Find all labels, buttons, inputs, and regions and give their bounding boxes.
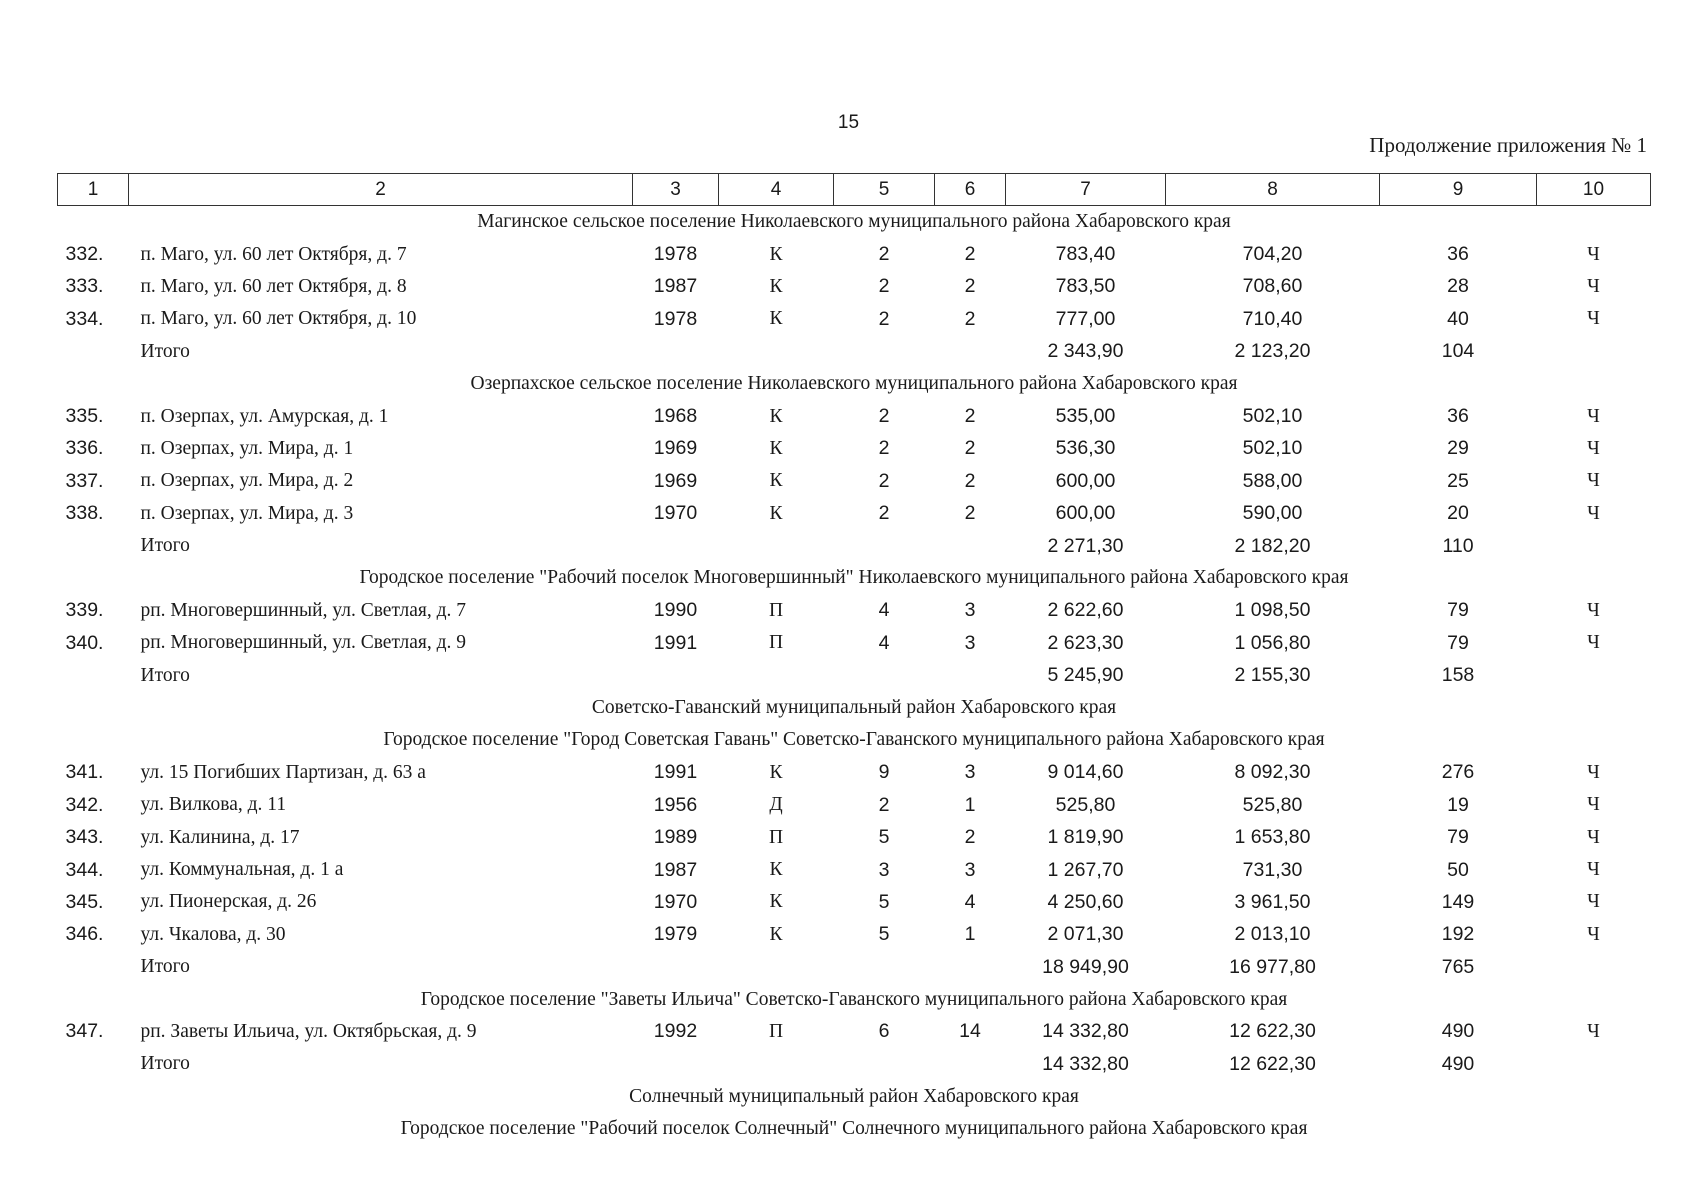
table-row — [58, 303, 1651, 335]
wall-material: К — [769, 923, 783, 945]
table-row — [58, 238, 1651, 270]
address: п. Озерпах, ул. Мира, д. 1 — [140, 437, 354, 459]
empty-cell — [1537, 336, 1651, 368]
total-row — [58, 336, 1651, 368]
empty-cell — [719, 530, 834, 562]
year-built: 1969 — [653, 469, 698, 492]
empty-cell — [935, 336, 1006, 368]
floors: 2 — [878, 469, 890, 492]
entrances: 14 — [959, 1020, 981, 1043]
empty-cell — [719, 659, 834, 691]
total-label: Итого — [140, 664, 190, 686]
empty-cell — [633, 1048, 719, 1080]
table-row — [58, 821, 1651, 853]
section-heading-row — [58, 206, 1651, 239]
ownership: Ч — [1587, 243, 1600, 265]
address: ул. Вилкова, д. 11 — [140, 794, 287, 816]
empty-cell — [633, 336, 719, 368]
row-number: 339. — [65, 599, 104, 622]
residents: 25 — [1447, 469, 1469, 492]
floors: 3 — [878, 858, 890, 881]
floors: 2 — [878, 502, 890, 525]
total-area: 777,00 — [1055, 307, 1116, 330]
residents: 19 — [1447, 793, 1469, 816]
living-area-sum: 16 977,80 — [1229, 955, 1316, 978]
address: ул. Пионерская, д. 26 — [140, 891, 317, 913]
year-built: 1978 — [653, 243, 698, 266]
empty-cell — [633, 659, 719, 691]
section-heading: Городское поселение "Город Советская Гавань" Советско-Гаванского муниципального района Хабаровского края — [383, 729, 1325, 751]
section-heading-row — [58, 1113, 1651, 1145]
total-area-sum: 2 271,30 — [1047, 534, 1124, 557]
entrances: 3 — [964, 631, 976, 654]
entrances: 3 — [964, 761, 976, 784]
ownership: Ч — [1587, 632, 1600, 654]
section-heading-row — [58, 692, 1651, 724]
total-area: 9 014,60 — [1047, 761, 1124, 784]
total-area: 535,00 — [1055, 405, 1116, 428]
total-row — [58, 1048, 1651, 1080]
ownership: Ч — [1587, 405, 1600, 427]
total-area: 2 622,60 — [1047, 599, 1124, 622]
table-row — [58, 627, 1651, 659]
empty-cell — [58, 530, 129, 562]
column-number-header — [58, 174, 1651, 206]
floors: 9 — [878, 761, 890, 784]
table-row — [58, 400, 1651, 432]
row-number: 346. — [65, 923, 104, 946]
living-area: 731,30 — [1242, 858, 1303, 881]
empty-cell — [935, 1048, 1006, 1080]
residents: 29 — [1447, 437, 1469, 460]
floors: 2 — [878, 307, 890, 330]
row-number: 335. — [65, 405, 104, 428]
row-number: 345. — [65, 890, 104, 913]
entrances: 3 — [964, 858, 976, 881]
section-heading: Магинское сельское поселение Николаевского муниципального района Хабаровского края — [477, 211, 1231, 233]
address: п. Маго, ул. 60 лет Октября, д. 7 — [140, 243, 407, 265]
wall-material: К — [769, 859, 783, 880]
living-area: 708,60 — [1242, 275, 1303, 298]
address: п. Озерпах, ул. Амурская, д. 1 — [140, 405, 389, 427]
header-cell: 6 — [935, 174, 1006, 206]
floors: 2 — [878, 793, 890, 816]
ownership: Ч — [1587, 826, 1600, 848]
address: п. Озерпах, ул. Мира, д. 2 — [140, 470, 354, 492]
section-heading: Городское поселение "Заветы Ильича" Советско-Гаванского муниципального района Хабаровского края — [420, 988, 1288, 1010]
residents: 36 — [1447, 405, 1469, 428]
empty-cell — [1537, 659, 1651, 691]
ownership: Ч — [1587, 859, 1600, 880]
empty-cell — [834, 951, 935, 983]
year-built: 1991 — [653, 761, 698, 784]
empty-cell — [1537, 530, 1651, 562]
wall-material: К — [769, 243, 783, 265]
living-area: 1 098,50 — [1234, 599, 1311, 622]
year-built: 1978 — [653, 307, 698, 330]
total-area: 14 332,80 — [1042, 1020, 1129, 1043]
wall-material: Д — [769, 794, 783, 816]
address: ул. Коммунальная, д. 1 а — [140, 859, 344, 880]
ownership: Ч — [1587, 794, 1600, 816]
year-built: 1987 — [653, 275, 698, 298]
section-heading: Городское поселение "Рабочий поселок Многовершинный" Николаевского муниципального района Хабаровского края — [359, 567, 1349, 589]
total-area: 1 267,70 — [1047, 858, 1124, 881]
section-heading: Озерпахское сельское поселение Николаевского муниципального района Хабаровского края — [470, 373, 1238, 395]
row-number: 344. — [65, 858, 104, 881]
living-area: 12 622,30 — [1229, 1020, 1316, 1043]
address: рп. Многовершинный, ул. Светлая, д. 7 — [140, 599, 467, 621]
floors: 5 — [878, 890, 890, 913]
header-cell: 3 — [633, 174, 719, 206]
total-area-sum: 5 245,90 — [1047, 664, 1124, 687]
residents: 20 — [1447, 502, 1469, 525]
table-row — [58, 919, 1651, 951]
entrances: 4 — [964, 890, 976, 913]
wall-material: К — [769, 891, 783, 913]
total-area: 525,80 — [1055, 793, 1116, 816]
wall-material: П — [768, 599, 784, 621]
ownership: Ч — [1587, 1020, 1600, 1042]
residents: 490 — [1441, 1020, 1475, 1043]
empty-cell — [719, 1048, 834, 1080]
living-area: 1 653,80 — [1234, 826, 1311, 849]
section-heading-row — [58, 368, 1651, 400]
address: рп. Многовершинный, ул. Светлая, д. 9 — [140, 632, 467, 654]
empty-cell — [1537, 1048, 1651, 1080]
empty-cell — [834, 1048, 935, 1080]
wall-material: К — [769, 308, 783, 330]
wall-material: К — [769, 761, 783, 783]
residents-sum: 765 — [1441, 955, 1475, 978]
section-heading-row — [58, 562, 1651, 594]
floors: 4 — [878, 599, 890, 622]
total-row — [58, 659, 1651, 691]
row-number: 340. — [65, 631, 104, 654]
residents: 79 — [1447, 826, 1469, 849]
housing-table — [57, 173, 1651, 1145]
wall-material: К — [769, 502, 783, 524]
entrances: 2 — [964, 405, 976, 428]
section-heading-row — [58, 983, 1651, 1015]
living-area-sum: 12 622,30 — [1229, 1052, 1316, 1075]
ownership: Ч — [1587, 502, 1600, 524]
total-label: Итого — [140, 340, 190, 362]
table-row — [58, 1016, 1651, 1048]
entrances: 2 — [964, 307, 976, 330]
entrances: 2 — [964, 243, 976, 266]
year-built: 1970 — [653, 890, 698, 913]
total-label: Итого — [140, 956, 190, 978]
floors: 2 — [878, 275, 890, 298]
total-area: 1 819,90 — [1047, 826, 1124, 849]
wall-material: П — [768, 826, 784, 848]
header-cell: 9 — [1380, 174, 1537, 206]
section-heading: Советско-Гаванский муниципальный район Хабаровского края — [591, 697, 1117, 719]
ownership: Ч — [1587, 761, 1600, 783]
residents: 79 — [1447, 631, 1469, 654]
empty-cell — [935, 659, 1006, 691]
empty-cell — [935, 530, 1006, 562]
address: п. Озерпах, ул. Мира, д. 3 — [140, 502, 354, 524]
ownership: Ч — [1587, 308, 1600, 330]
address: ул. Калинина, д. 17 — [140, 826, 300, 848]
row-number: 347. — [65, 1020, 104, 1043]
table-row — [58, 498, 1651, 530]
living-area-sum: 2 182,20 — [1234, 534, 1311, 557]
floors: 2 — [878, 405, 890, 428]
year-built: 1987 — [653, 858, 698, 881]
row-number: 338. — [65, 502, 104, 525]
wall-material: К — [769, 405, 783, 427]
entrances: 2 — [964, 502, 976, 525]
residents-sum: 490 — [1441, 1052, 1475, 1075]
section-heading-row — [58, 1081, 1651, 1113]
residents-sum: 110 — [1442, 534, 1474, 557]
living-area: 502,10 — [1242, 405, 1303, 428]
floors: 2 — [878, 437, 890, 460]
wall-material: К — [769, 437, 783, 459]
header-cell: 7 — [1006, 174, 1166, 206]
address: п. Маго, ул. 60 лет Октября, д. 10 — [140, 308, 417, 330]
residents: 192 — [1441, 923, 1475, 946]
living-area: 588,00 — [1242, 469, 1303, 492]
total-label: Итого — [140, 535, 190, 557]
residents: 276 — [1441, 761, 1475, 784]
floors: 5 — [878, 923, 890, 946]
table-row — [58, 886, 1651, 918]
table-row — [58, 757, 1651, 789]
ownership: Ч — [1587, 437, 1600, 459]
header-cell: 8 — [1166, 174, 1380, 206]
residents: 28 — [1447, 275, 1469, 298]
row-number: 332. — [65, 243, 104, 266]
living-area: 502,10 — [1242, 437, 1303, 460]
total-area: 2 071,30 — [1047, 923, 1124, 946]
total-area: 536,30 — [1055, 437, 1116, 460]
row-number: 336. — [65, 437, 104, 460]
ownership: Ч — [1587, 599, 1600, 621]
living-area-sum: 2 155,30 — [1234, 664, 1311, 687]
year-built: 1990 — [653, 599, 698, 622]
header-cell: 10 — [1537, 174, 1651, 206]
living-area: 1 056,80 — [1234, 631, 1311, 654]
entrances: 1 — [964, 923, 976, 946]
row-number: 337. — [65, 469, 104, 492]
empty-cell — [633, 530, 719, 562]
living-area: 3 961,50 — [1234, 890, 1311, 913]
year-built: 1956 — [653, 793, 698, 816]
total-area: 783,40 — [1055, 243, 1116, 266]
year-built: 1979 — [653, 923, 698, 946]
wall-material: П — [768, 632, 784, 654]
entrances: 3 — [964, 599, 976, 622]
table-row — [58, 271, 1651, 303]
ownership: Ч — [1587, 891, 1600, 913]
row-number: 333. — [65, 275, 104, 298]
row-number: 342. — [65, 793, 104, 816]
residents: 36 — [1447, 243, 1469, 266]
living-area: 704,20 — [1242, 243, 1303, 266]
empty-cell — [1537, 951, 1651, 983]
residents-sum: 104 — [1441, 340, 1475, 363]
table-row — [58, 789, 1651, 821]
empty-cell — [633, 951, 719, 983]
table-row — [58, 854, 1651, 886]
entrances: 2 — [964, 826, 976, 849]
empty-cell — [834, 530, 935, 562]
empty-cell — [58, 951, 129, 983]
row-number: 341. — [65, 761, 104, 784]
entrances: 2 — [964, 469, 976, 492]
living-area: 2 013,10 — [1234, 923, 1311, 946]
floors: 2 — [878, 243, 890, 266]
address: ул. 15 Погибших Партизан, д. 63 а — [140, 761, 426, 783]
total-area: 783,50 — [1055, 275, 1116, 298]
address: ул. Чкалова, д. 30 — [140, 923, 286, 945]
living-area-sum: 2 123,20 — [1234, 340, 1311, 363]
residents: 79 — [1447, 599, 1469, 622]
total-label: Итого — [140, 1053, 190, 1075]
page-number: 15 — [837, 112, 860, 133]
ownership: Ч — [1587, 923, 1600, 945]
living-area: 710,40 — [1242, 307, 1303, 330]
row-number: 334. — [65, 307, 104, 330]
residents: 149 — [1441, 890, 1475, 913]
table-row — [58, 595, 1651, 627]
header-cell: 1 — [58, 174, 129, 206]
address: рп. Заветы Ильича, ул. Октябрьская, д. 9 — [140, 1020, 477, 1042]
living-area: 525,80 — [1242, 793, 1303, 816]
row-number: 343. — [65, 826, 104, 849]
ownership: Ч — [1587, 470, 1600, 492]
header-cell: 5 — [834, 174, 935, 206]
empty-cell — [58, 336, 129, 368]
appendix-title: Продолжение приложения № 1 — [1369, 133, 1647, 157]
total-area: 2 623,30 — [1047, 631, 1124, 654]
wall-material: К — [769, 470, 783, 492]
year-built: 1991 — [653, 631, 698, 654]
total-row — [58, 530, 1651, 562]
empty-cell — [719, 951, 834, 983]
ownership: Ч — [1587, 275, 1600, 297]
table-body — [58, 206, 1651, 1146]
residents-sum: 158 — [1441, 664, 1475, 687]
living-area: 8 092,30 — [1234, 761, 1311, 784]
section-heading: Солнечный муниципальный район Хабаровского края — [629, 1085, 1079, 1107]
empty-cell — [719, 336, 834, 368]
total-area-sum: 14 332,80 — [1042, 1052, 1129, 1075]
empty-cell — [834, 659, 935, 691]
living-area: 590,00 — [1242, 502, 1303, 525]
empty-cell — [935, 951, 1006, 983]
address: п. Маго, ул. 60 лет Октября, д. 8 — [140, 275, 407, 297]
total-area: 4 250,60 — [1047, 890, 1124, 913]
entrances: 2 — [964, 275, 976, 298]
total-row — [58, 951, 1651, 983]
section-heading-row — [58, 724, 1651, 756]
section-heading: Городское поселение "Рабочий поселок Солнечный" Солнечного муниципального района Хабаровского края — [400, 1118, 1308, 1140]
floors: 6 — [878, 1020, 890, 1043]
year-built: 1992 — [653, 1020, 698, 1043]
empty-cell — [58, 1048, 129, 1080]
header-cell: 2 — [129, 174, 633, 206]
year-built: 1968 — [653, 405, 698, 428]
table-row — [58, 465, 1651, 497]
floors: 5 — [878, 826, 890, 849]
entrances: 1 — [964, 793, 976, 816]
residents: 50 — [1447, 858, 1469, 881]
header-cell: 4 — [719, 174, 834, 206]
empty-cell — [58, 659, 129, 691]
table-row — [58, 433, 1651, 465]
residents: 40 — [1447, 307, 1469, 330]
total-area: 600,00 — [1055, 469, 1116, 492]
empty-cell — [834, 336, 935, 368]
floors: 4 — [878, 631, 890, 654]
total-area-sum: 2 343,90 — [1047, 340, 1124, 363]
year-built: 1970 — [653, 502, 698, 525]
total-area-sum: 18 949,90 — [1042, 955, 1129, 978]
year-built: 1989 — [653, 826, 698, 849]
wall-material: П — [768, 1020, 784, 1042]
wall-material: К — [769, 275, 783, 297]
entrances: 2 — [964, 437, 976, 460]
total-area: 600,00 — [1055, 502, 1116, 525]
year-built: 1969 — [653, 437, 698, 460]
